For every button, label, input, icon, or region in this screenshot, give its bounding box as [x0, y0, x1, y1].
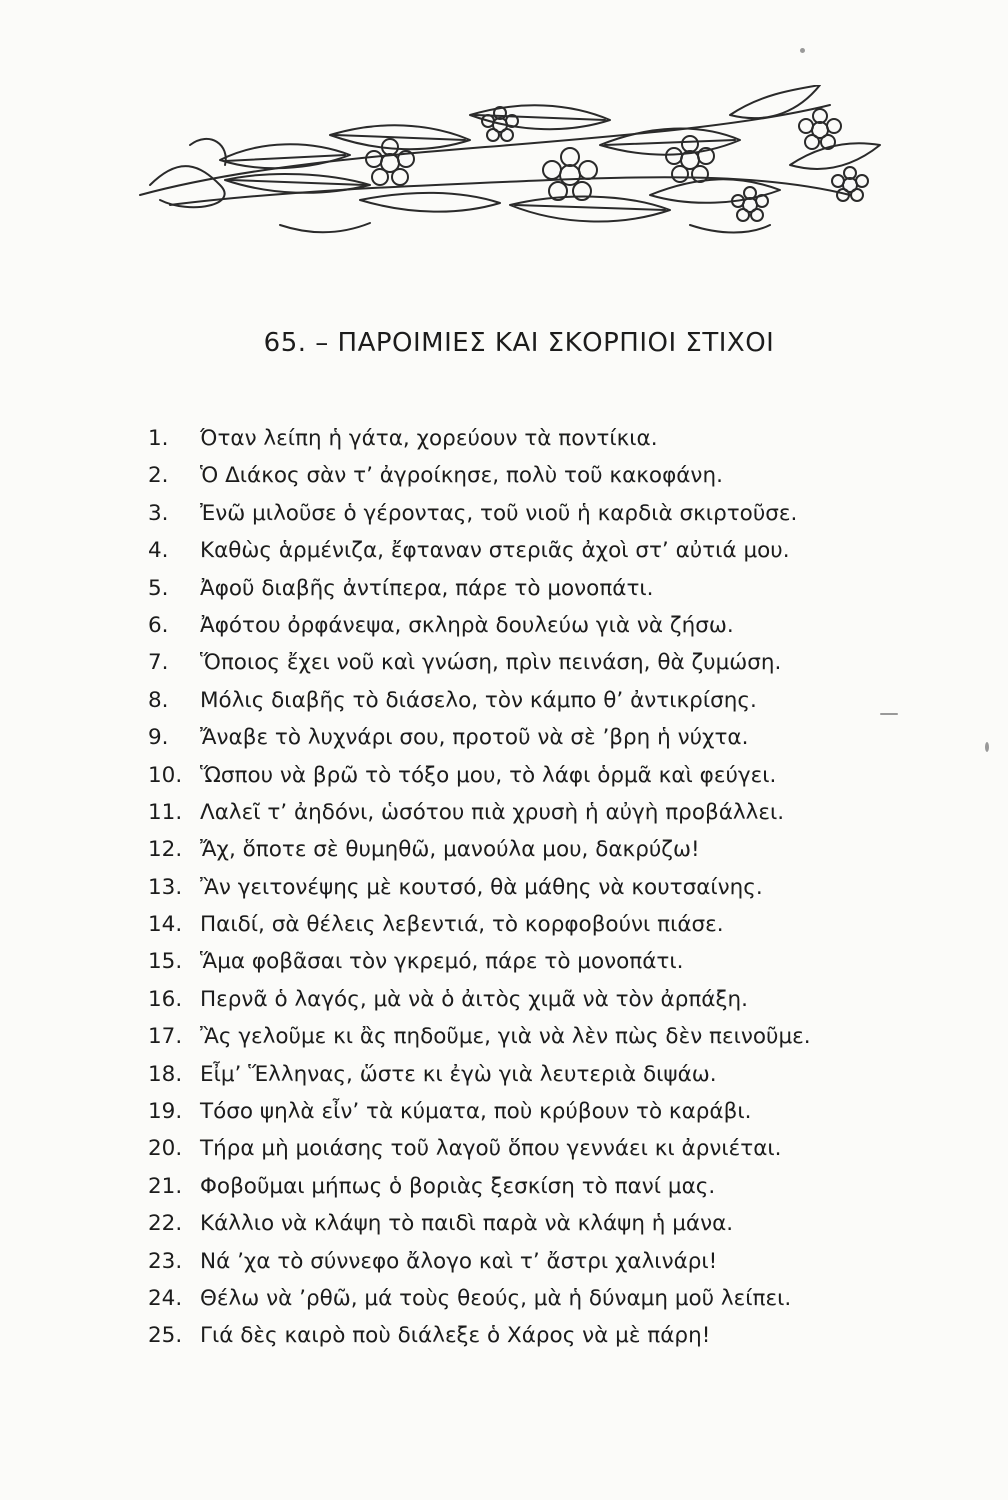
- line-text: Όταν λείπη ἡ γάτα, χορεύουν τὰ ποντίκια.: [200, 426, 658, 451]
- line-text: Ὥσπου νὰ βρῶ τὸ τόξο μου, τὸ λάφι ὁρμᾶ καὶ φεύγει.: [200, 762, 777, 788]
- line-number: 23.: [148, 1248, 183, 1274]
- line-number: 5.: [148, 575, 169, 601]
- line-number: 3.: [148, 500, 169, 526]
- line-text: Ἀφοῦ διαβῆς ἀντίπερα, πάρε τὸ μονοπάτι.: [200, 575, 654, 601]
- proverb-line: [148, 1205, 811, 1242]
- line-text: Ἂν γειτονέψης μὲ κουτσό, θὰ μάθης νὰ κουτσαίνης.: [200, 874, 763, 900]
- proverb-line: [148, 906, 811, 943]
- line-number: 12.: [148, 837, 183, 863]
- proverb-line: [148, 794, 811, 831]
- proverb-line: [148, 869, 811, 906]
- line-number: 14.: [148, 912, 183, 938]
- line-number: 25.: [148, 1323, 183, 1349]
- line-text: Περνᾶ ὁ λαγός, μὰ νὰ ὁ ἀιτὸς χιμᾶ νὰ τὸν ἀρπάξη.: [200, 986, 748, 1012]
- line-number: 11.: [148, 799, 183, 825]
- line-number: 20.: [148, 1136, 183, 1162]
- line-text: Ὁ Διάκος σὰν τ’ ἀγροίκησε, πολὺ τοῦ κακοφάνη.: [200, 463, 723, 489]
- line-number: 24.: [148, 1285, 183, 1311]
- page-title: 65. – ΠΑΡΟΙΜΙΕΣ ΚΑΙ ΣΚΟΡΠΙΟΙ ΣΤΙΧΟΙ: [263, 328, 775, 358]
- proverb-line: [148, 1243, 811, 1280]
- proverb-line: [148, 420, 811, 457]
- line-text: Θέλω νὰ ’ρθῶ, μά τοὺς θεούς, μὰ ἡ δύναμη μοῦ λείπει.: [200, 1285, 792, 1311]
- proverb-line: [148, 1317, 811, 1354]
- line-number: 1.: [148, 426, 169, 451]
- proverb-line: [148, 757, 811, 794]
- proverb-line: [148, 943, 811, 980]
- line-number: 21.: [148, 1173, 183, 1199]
- line-text: Ἀφότου ὀρφάνεψα, σκληρὰ δουλεύω γιὰ νὰ ζήσω.: [200, 612, 734, 638]
- proverb-list: [148, 420, 811, 1355]
- proverb-line: [148, 607, 811, 644]
- line-number: 22.: [148, 1211, 183, 1237]
- line-text: Ἄναβε τὸ λυχνάρι σου, προτοῦ νὰ σὲ ’βρη ἡ νύχτα.: [200, 725, 749, 751]
- line-text: Ἐνῶ μιλοῦσε ὁ γέροντας, τοῦ νιοῦ ἡ καρδιὰ σκιρτοῦσε.: [200, 500, 798, 526]
- line-number: 2.: [148, 463, 169, 489]
- line-number: 13.: [148, 874, 183, 900]
- line-number: 6.: [148, 612, 169, 638]
- proverb-line: [148, 1093, 811, 1130]
- line-text: Παιδί, σὰ θέλεις λεβεντιά, τὸ κορφοβούνι πιάσε.: [200, 912, 724, 938]
- line-text: Μόλις διαβῆς τὸ διάσελο, τὸν κάμπο θ’ ἀντικρίσης.: [200, 687, 757, 713]
- line-text: Ὅποιος ἔχει νοῦ καὶ γνώση, πρὶν πεινάση, θὰ ζυμώση.: [200, 650, 782, 676]
- proverb-line: [148, 831, 811, 868]
- line-number: 4.: [148, 538, 169, 564]
- floral-vine-ornament: [130, 85, 890, 245]
- line-number: 7.: [148, 650, 169, 676]
- line-number: 16.: [148, 986, 183, 1012]
- proverb-line: [148, 1130, 811, 1167]
- line-number: 10.: [148, 762, 183, 788]
- proverb-line: [148, 495, 811, 532]
- proverb-line: [148, 1056, 811, 1093]
- line-number: 17.: [148, 1024, 183, 1050]
- line-text: Νά ’χα τὸ σύννεφο ἄλογο καὶ τ’ ἄστρι χαλινάρι!: [200, 1248, 718, 1274]
- line-text: Γιά δὲς καιρὸ ποὺ διάλεξε ὁ Χάρος νὰ μὲ πάρη!: [200, 1323, 711, 1349]
- scan-speck: [985, 742, 989, 752]
- proverb-line: [148, 1280, 811, 1317]
- line-text: Ἄχ, ὅποτε σὲ θυμηθῶ, μανούλα μου, δακρύζω!: [200, 837, 700, 863]
- line-text: Φοβοῦμαι μήπως ὁ βοριὰς ξεσκίση τὸ πανί μας.: [200, 1173, 716, 1199]
- line-number: 19.: [148, 1099, 183, 1125]
- line-text: Κάλλιο νὰ κλάψη τὸ παιδὶ παρὰ νὰ κλάψη ἡ μάνα.: [200, 1211, 734, 1237]
- line-text: Ἂς γελοῦμε κι ἂς πηδοῦμε, γιὰ νὰ λὲν πὼς δὲν πεινοῦμε.: [200, 1024, 811, 1050]
- scan-speck: [800, 48, 805, 53]
- line-text: Ἅμα φοβᾶσαι τὸν γκρεμό, πάρε τὸ μονοπάτι.: [200, 949, 684, 975]
- line-text: Εἶμ’ Ἕλληνας, ὥστε κι ἐγὼ γιὰ λευτεριὰ διψάω.: [200, 1061, 717, 1087]
- line-text: Τήρα μὴ μοιάσης τοῦ λαγοῦ ὅπου γεννάει κι ἀρνιέται.: [200, 1136, 782, 1162]
- line-text: Τόσο ψηλὰ εἶν’ τὰ κύματα, ποὺ κρύβουν τὸ καράβι.: [200, 1099, 752, 1125]
- line-number: 18.: [148, 1061, 183, 1087]
- proverb-line: [148, 981, 811, 1018]
- proverb-line: [148, 719, 811, 756]
- proverb-line: [148, 532, 811, 569]
- line-text: Λαλεῖ τ’ ἀηδόνι, ὡσότου πιὰ χρυσὴ ἡ αὐγὴ προβάλλει.: [200, 799, 785, 825]
- line-number: 9.: [148, 725, 169, 751]
- proverb-line: [148, 1168, 811, 1205]
- proverb-line: [148, 570, 811, 607]
- scan-speck: [880, 713, 898, 715]
- proverb-line: [148, 1018, 811, 1055]
- line-text: Καθὼς ἁρμένιζα, ἔφταναν στεριᾶς ἀχοὶ στ’ αὐτιά μου.: [200, 538, 790, 564]
- proverb-line: [148, 682, 811, 719]
- proverb-line: [148, 644, 811, 681]
- proverb-line: [148, 457, 811, 494]
- line-number: 15.: [148, 949, 183, 975]
- line-number: 8.: [148, 687, 169, 713]
